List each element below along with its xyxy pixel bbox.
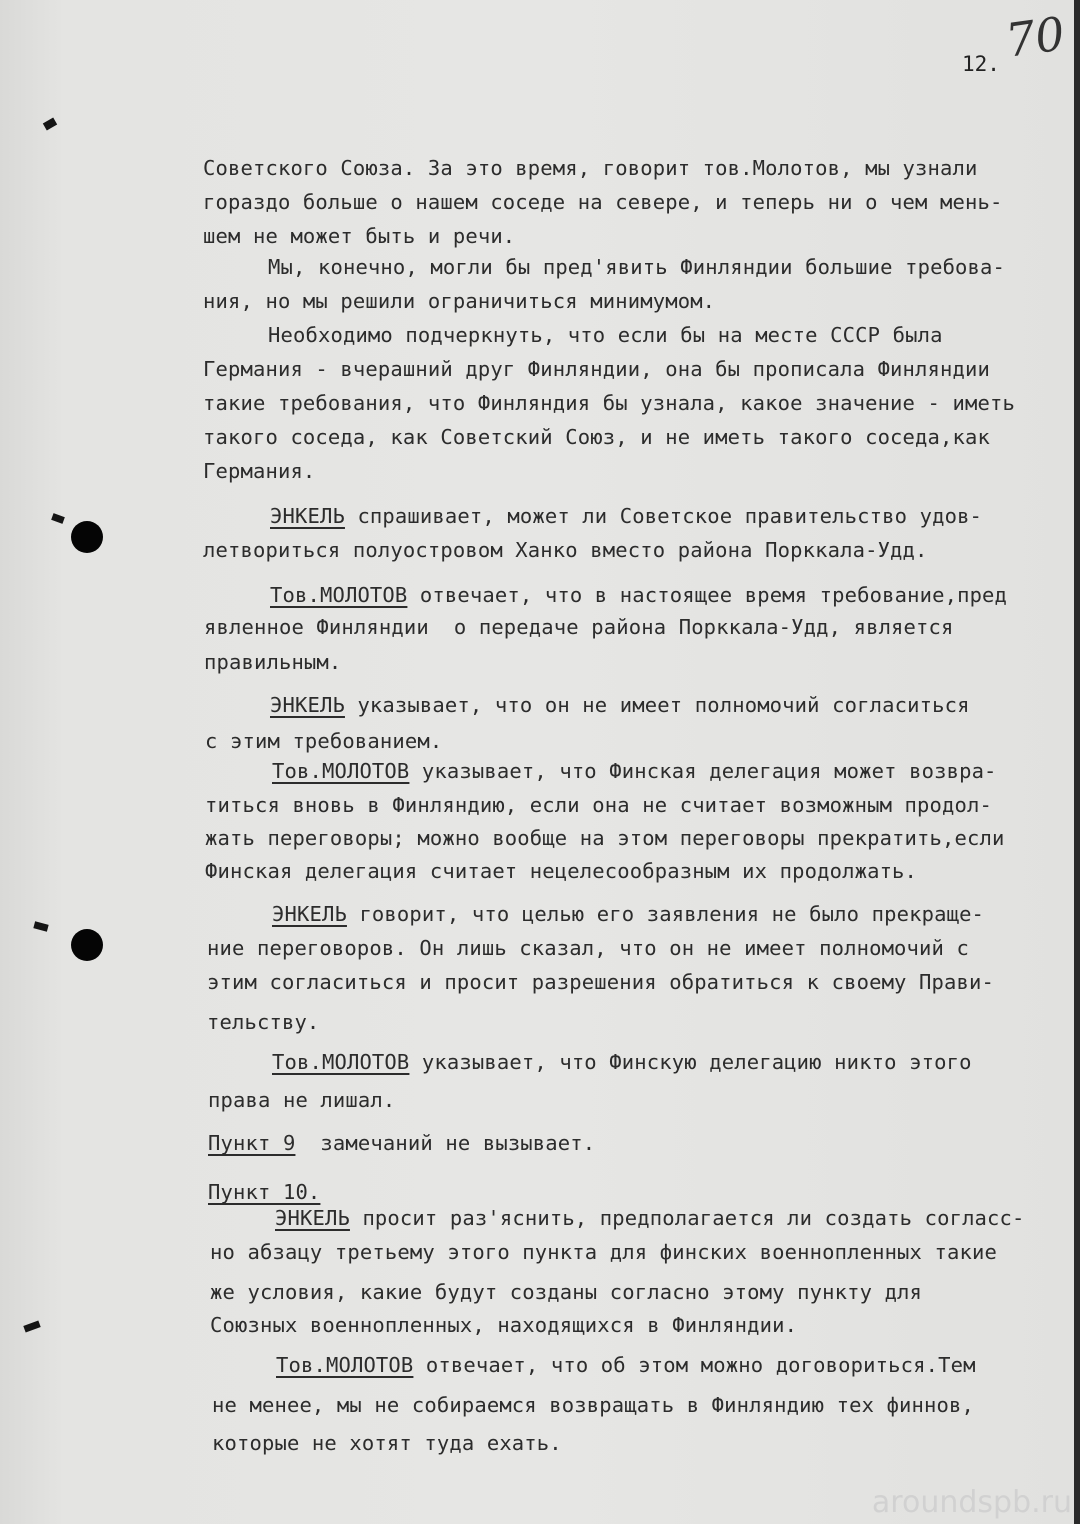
text-line [210, 1240, 997, 1264]
text-line [203, 459, 315, 483]
speaker-name: ЭНКЕЛЬ [270, 504, 345, 528]
line-text: ния, но мы решили ограничиться минимумом. [203, 289, 716, 313]
text-line [207, 936, 969, 960]
line-text: титься вновь в Финляндию, если она не считает возможным продол- [205, 793, 992, 817]
text-line [268, 323, 943, 347]
text-line [205, 793, 992, 817]
line-text: Германия. [203, 459, 316, 483]
text-line [272, 759, 997, 783]
line-text: отвечает, что об этом можно договориться.Тем [413, 1353, 976, 1377]
text-line [275, 1206, 1025, 1230]
line-text: летвориться полуостровом Ханко вместо района Порккала-Удд. [203, 538, 928, 562]
watermark: aroundspb.ru [871, 1485, 1072, 1520]
text-line [270, 504, 982, 528]
speaker-name: Пункт 10. [208, 1180, 321, 1204]
speaker-name: Пункт 9 [208, 1131, 296, 1155]
line-text: Германия - вчерашний друг Финляндии, она бы прописала Финляндии [203, 357, 990, 381]
text-line [205, 826, 1005, 850]
text-line [208, 1088, 395, 1112]
text-line [210, 1280, 922, 1304]
text-line [205, 859, 917, 883]
punch-mark [43, 118, 57, 131]
line-text: явленное Финляндии о передаче района Порккала-Удд, является [204, 615, 954, 639]
line-text: гораздо больше о нашем соседе на севере, и теперь ни о чем мень- [203, 190, 1003, 214]
line-text: не менее, мы не собираемся возвращать в Финляндию тех финнов, [212, 1393, 975, 1417]
line-text: Необходимо подчеркнуть, что если бы на месте СССР была [268, 323, 943, 347]
speaker-name: ЭНКЕЛЬ [272, 902, 347, 926]
speaker-name: Тов.МОЛОТОВ [276, 1353, 414, 1377]
punch-mark [23, 1320, 40, 1332]
text-line [270, 583, 1007, 607]
text-line [203, 156, 978, 180]
speaker-name: Тов.МОЛОТОВ [272, 1050, 410, 1074]
line-text: тельству. [207, 1010, 320, 1034]
line-text: но абзацу третьему этого пункта для финских военнопленных такие [210, 1240, 997, 1264]
line-text: указывает, что он не имеет полномочий согласиться [344, 693, 970, 717]
text-line [270, 693, 970, 717]
line-text: права не лишал. [208, 1088, 396, 1112]
text-line [210, 1313, 797, 1337]
text-line [203, 224, 515, 248]
punch-hole [71, 929, 103, 961]
line-text: говорит, что целью его заявления не было прекраще- [346, 902, 985, 926]
page-number: 12. [962, 52, 1000, 76]
line-text: отвечает, что в настоящее время требование,пред [407, 583, 1008, 607]
line-text: этим согласиться и просит разрешения обратиться к своему Прави- [207, 970, 994, 994]
line-text: правильным. [204, 650, 342, 674]
speaker-name: Тов.МОЛОТОВ [272, 759, 410, 783]
text-line [203, 190, 1003, 214]
line-text: указывает, что Финская делегация может возвра- [409, 759, 997, 783]
text-line [268, 255, 1005, 279]
line-text: Мы, конечно, могли бы пред'явить Финляндии большие требова- [268, 255, 1006, 279]
text-line [203, 391, 1015, 415]
handwritten-page-number: 70 [1002, 6, 1069, 68]
text-line [208, 1180, 320, 1204]
text-line [203, 538, 928, 562]
text-line [207, 970, 994, 994]
speaker-name: ЭНКЕЛЬ [270, 693, 345, 717]
text-line [203, 425, 990, 449]
text-line [204, 650, 341, 674]
text-line [207, 1010, 319, 1034]
line-text: такого соседа, как Советский Союз, и не иметь такого соседа,как [203, 425, 990, 449]
text-line [203, 289, 715, 313]
text-line [208, 1131, 595, 1155]
text-line [272, 902, 984, 926]
line-text: спрашивает, может ли Советское правительство удов- [344, 504, 983, 528]
text-line [212, 1393, 974, 1417]
line-text: замечаний не вызывает. [295, 1131, 596, 1155]
line-text: ние переговоров. Он лишь сказал, что он не имеет полномочий с [207, 936, 970, 960]
line-text: Финская делегация считает нецелесообразным их продолжать. [205, 859, 918, 883]
punch-mark [33, 921, 48, 931]
line-text: указывает, что Финскую делегацию никто этого [409, 1050, 972, 1074]
text-line [212, 1431, 562, 1455]
line-text: такие требования, что Финляндия бы узнала, какое значение - иметь [203, 391, 1015, 415]
text-line [204, 615, 954, 639]
line-text: Союзных военнопленных, находящихся в Финляндии. [210, 1313, 798, 1337]
line-text: же условия, какие будут созданы согласно этому пункту для [210, 1280, 923, 1304]
line-text: которые не хотят туда ехать. [212, 1431, 562, 1455]
line-text: с этим требованием. [205, 729, 443, 753]
line-text: жать переговоры; можно вообще на этом переговоры прекратить,если [205, 826, 1005, 850]
speaker-name: ЭНКЕЛЬ [275, 1206, 350, 1230]
punch-mark [51, 513, 65, 524]
text-line [276, 1353, 976, 1377]
line-text: Советского Союза. За это время, говорит тов.Молотов, мы узнали [203, 156, 978, 180]
text-line [272, 1050, 972, 1074]
text-line [203, 357, 990, 381]
speaker-name: Тов.МОЛОТОВ [270, 583, 408, 607]
line-text: шем не может быть и речи. [203, 224, 516, 248]
text-line [205, 729, 442, 753]
punch-hole [71, 521, 103, 553]
line-text: просит раз'яснить, предполагается ли создать согласс- [349, 1206, 1025, 1230]
